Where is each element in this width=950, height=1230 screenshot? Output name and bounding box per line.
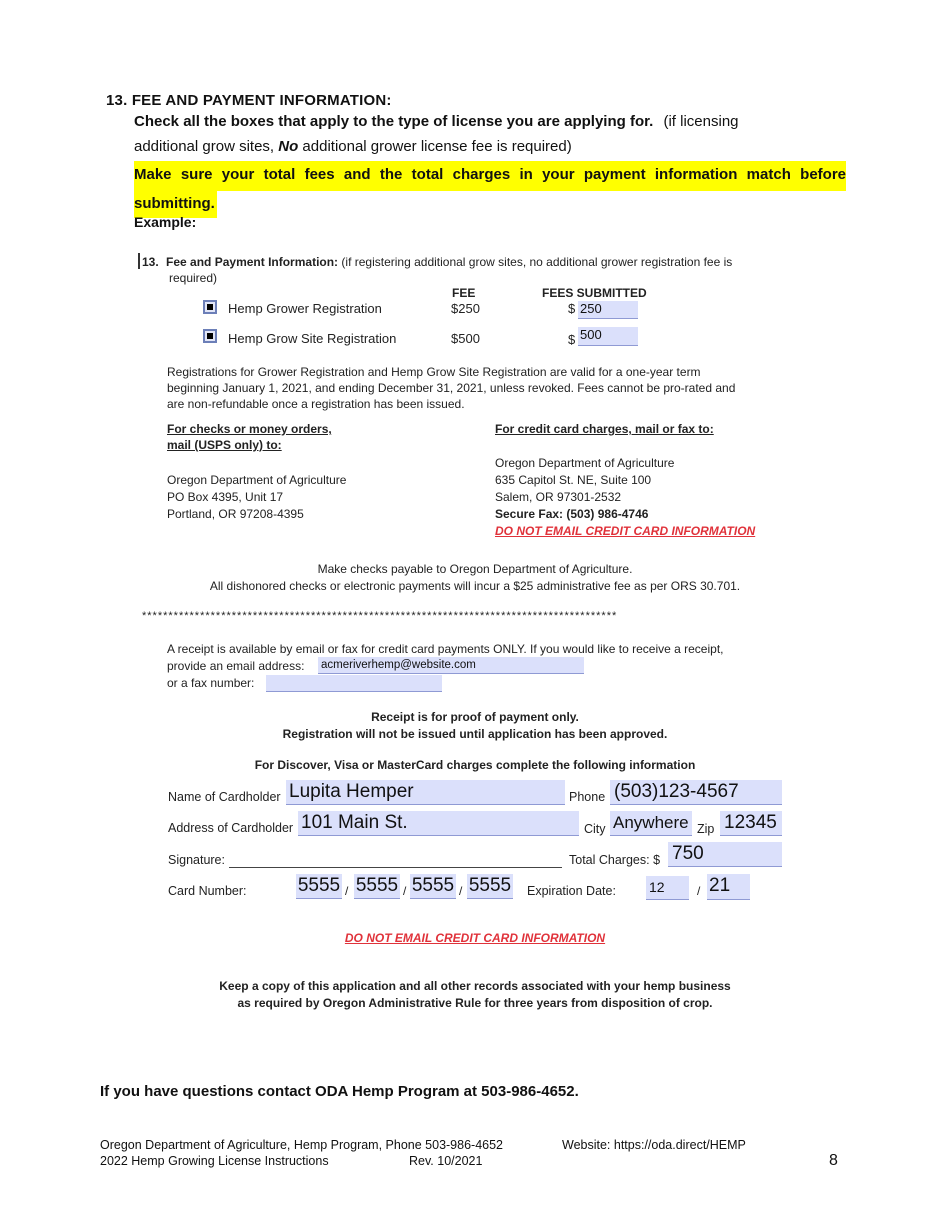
validity-line-1: Registrations for Grower Registration and Hemp Grow Site Registration are valid for a one-year term xyxy=(167,365,701,379)
receipt-line-1: A receipt is available by email or fax for credit card payments ONLY. If you would like to receive a receipt, xyxy=(167,642,724,656)
total-charges-field[interactable]: 750 xyxy=(668,842,782,867)
instruction-paren: (if licensing xyxy=(663,113,739,130)
proof-note xyxy=(142,709,808,743)
no-email-warning: DO NOT EMAIL CREDIT CARD INFORMATION xyxy=(495,524,756,538)
payable-line-2: All dishonored checks or electronic payments will incur a $25 administrative fee as per ORS 30.701. xyxy=(209,579,741,593)
row-fee-grower: $250 xyxy=(451,301,480,316)
instruction-no-emphasis: No xyxy=(278,138,299,155)
cardholder-address-field[interactable]: 101 Main St. xyxy=(298,811,579,836)
divider-stars: ****************************************************************************************** xyxy=(142,610,618,622)
phone-field[interactable]: (503)123-4567 xyxy=(610,780,782,805)
card-number-part-3[interactable]: 5555 xyxy=(410,874,456,899)
col-header-fees-submitted: FEES SUBMITTED xyxy=(542,286,647,300)
secure-fax: Secure Fax: (503) 986-4746 xyxy=(495,507,649,521)
checkbox-grower-registration[interactable] xyxy=(203,300,217,314)
cardholder-name-field[interactable]: Lupita Hemper xyxy=(286,780,565,805)
signature-field[interactable] xyxy=(229,852,562,868)
questions-contact: If you have questions contact ODA Hemp Program at 503-986-4652. xyxy=(100,1083,579,1100)
example-heading xyxy=(142,255,732,269)
text-cursor-mark xyxy=(138,253,140,269)
row-fee-grow-site: $500 xyxy=(451,331,480,346)
footer-website: Website: https://oda.direct/HEMP xyxy=(562,1138,746,1152)
card-sep-3: / xyxy=(459,884,463,898)
footer-rev: Rev. 10/2021 xyxy=(409,1154,483,1168)
card-sep-1: / xyxy=(345,884,349,898)
proof-line-2: Registration will not be issued until application has been approved. xyxy=(282,727,668,741)
city-label: City xyxy=(584,822,606,836)
footer-left-1: Oregon Department of Agriculture, Hemp Program, Phone 503-986-4652 xyxy=(100,1138,504,1152)
receipt-fax-field[interactable] xyxy=(266,675,442,692)
keep-copy-note xyxy=(142,978,808,1012)
receipt-fax-label: or a fax number: xyxy=(167,676,255,690)
card-number-part-4[interactable]: 5555 xyxy=(467,874,513,899)
example-heading-rest2: required) xyxy=(169,271,218,285)
highlight-warning-line-2: submitting. xyxy=(134,190,217,218)
example-heading-rest: (if registering additional grow sites, no additional grower registration fee is xyxy=(341,255,733,269)
instruction-line2-pre: additional grow sites, xyxy=(134,138,275,155)
no-email-warning-2: DO NOT EMAIL CREDIT CARD INFORMATION xyxy=(344,931,606,945)
receipt-email-field[interactable]: acmeriverhemp@website.com xyxy=(318,657,584,674)
expiration-label: Expiration Date: xyxy=(527,884,616,898)
col-header-fee: FEE xyxy=(452,286,476,300)
zip-field[interactable]: 12345 xyxy=(720,811,782,836)
cc-address-line-2: 635 Capitol St. NE, Suite 100 xyxy=(495,473,652,487)
cc-address xyxy=(495,455,755,540)
checks-address xyxy=(167,472,346,523)
example-heading-bold: Fee and Payment Information: xyxy=(166,255,339,269)
validity-line-3: are non-refundable once a registration has been issued. xyxy=(167,397,465,411)
footer-left-2: 2022 Hemp Growing License Instructions xyxy=(100,1154,329,1168)
total-charges-label: Total Charges: $ xyxy=(569,853,661,867)
checkbox-grow-site-registration[interactable] xyxy=(203,329,217,343)
fees-submitted-grower-field[interactable]: 250 xyxy=(578,301,638,319)
zip-label: Zip xyxy=(697,822,715,836)
address-label: Address of Cardholder xyxy=(168,821,294,835)
cc-address-line-3: Salem, OR 97301-2532 xyxy=(495,490,622,504)
name-label: Name of Cardholder xyxy=(168,790,281,804)
row-currency-grow-site: $ xyxy=(568,332,576,347)
cc-heading: For credit card charges, mail or fax to: xyxy=(495,422,714,436)
proof-line-1: Receipt is for proof of payment only. xyxy=(371,710,579,724)
checks-address-line-3: Portland, OR 97208-4395 xyxy=(167,507,304,521)
card-sep-2: / xyxy=(403,884,407,898)
checks-heading-2: mail (USPS only) to: xyxy=(167,438,282,452)
phone-label: Phone xyxy=(569,790,606,804)
example-heading-num: 13. xyxy=(142,255,159,269)
section-title: 13. FEE AND PAYMENT INFORMATION: xyxy=(106,92,392,109)
highlight-warning-line-1: Make sure your total fees and the total charges in your payment information match before xyxy=(134,161,846,191)
city-field[interactable]: Anywhere xyxy=(610,811,692,836)
payable-note xyxy=(142,561,808,595)
expiration-sep: / xyxy=(697,884,701,898)
keep-line-1: Keep a copy of this application and all other records associated with your hemp business xyxy=(219,979,731,993)
card-intro: For Discover, Visa or MasterCard charges complete the following information xyxy=(254,758,696,772)
instruction-line2-post: additional grower license fee is required) xyxy=(302,138,572,155)
checks-address-line-1: Oregon Department of Agriculture xyxy=(167,473,347,487)
example-label: Example: xyxy=(134,214,197,230)
cc-address-line-1: Oregon Department of Agriculture xyxy=(495,456,675,470)
instruction-bold: Check all the boxes that apply to the type of license you are applying for. xyxy=(134,113,654,130)
checks-heading-1: For checks or money orders, xyxy=(167,422,332,436)
expiration-month-field[interactable]: 12 xyxy=(646,876,689,900)
validity-line-2: beginning January 1, 2021, and ending December 31, 2021, unless revoked. Fees cannot be pro-rated and xyxy=(167,381,736,395)
card-number-part-1[interactable]: 5555 xyxy=(296,874,342,899)
instruction-line-1 xyxy=(134,113,739,130)
row-label-grower: Hemp Grower Registration xyxy=(228,301,382,316)
validity-paragraph xyxy=(167,364,735,412)
card-number-part-2[interactable]: 5555 xyxy=(354,874,400,899)
checks-address-line-2: PO Box 4395, Unit 17 xyxy=(167,490,284,504)
card-number-label: Card Number: xyxy=(168,884,247,898)
receipt-email-label: provide an email address: xyxy=(167,659,305,673)
instruction-line-2 xyxy=(134,138,572,155)
signature-label: Signature: xyxy=(168,853,225,867)
row-currency-grower: $ xyxy=(568,301,576,316)
row-label-grow-site: Hemp Grow Site Registration xyxy=(228,331,397,346)
fees-submitted-grow-site-field[interactable]: 500 xyxy=(578,327,638,346)
keep-line-2: as required by Oregon Administrative Rule for three years from disposition of crop. xyxy=(237,996,713,1010)
payable-line-1: Make checks payable to Oregon Department of Agriculture. xyxy=(317,562,633,576)
expiration-year-field[interactable]: 21 xyxy=(707,874,750,900)
page-number: 8 xyxy=(829,1152,838,1169)
